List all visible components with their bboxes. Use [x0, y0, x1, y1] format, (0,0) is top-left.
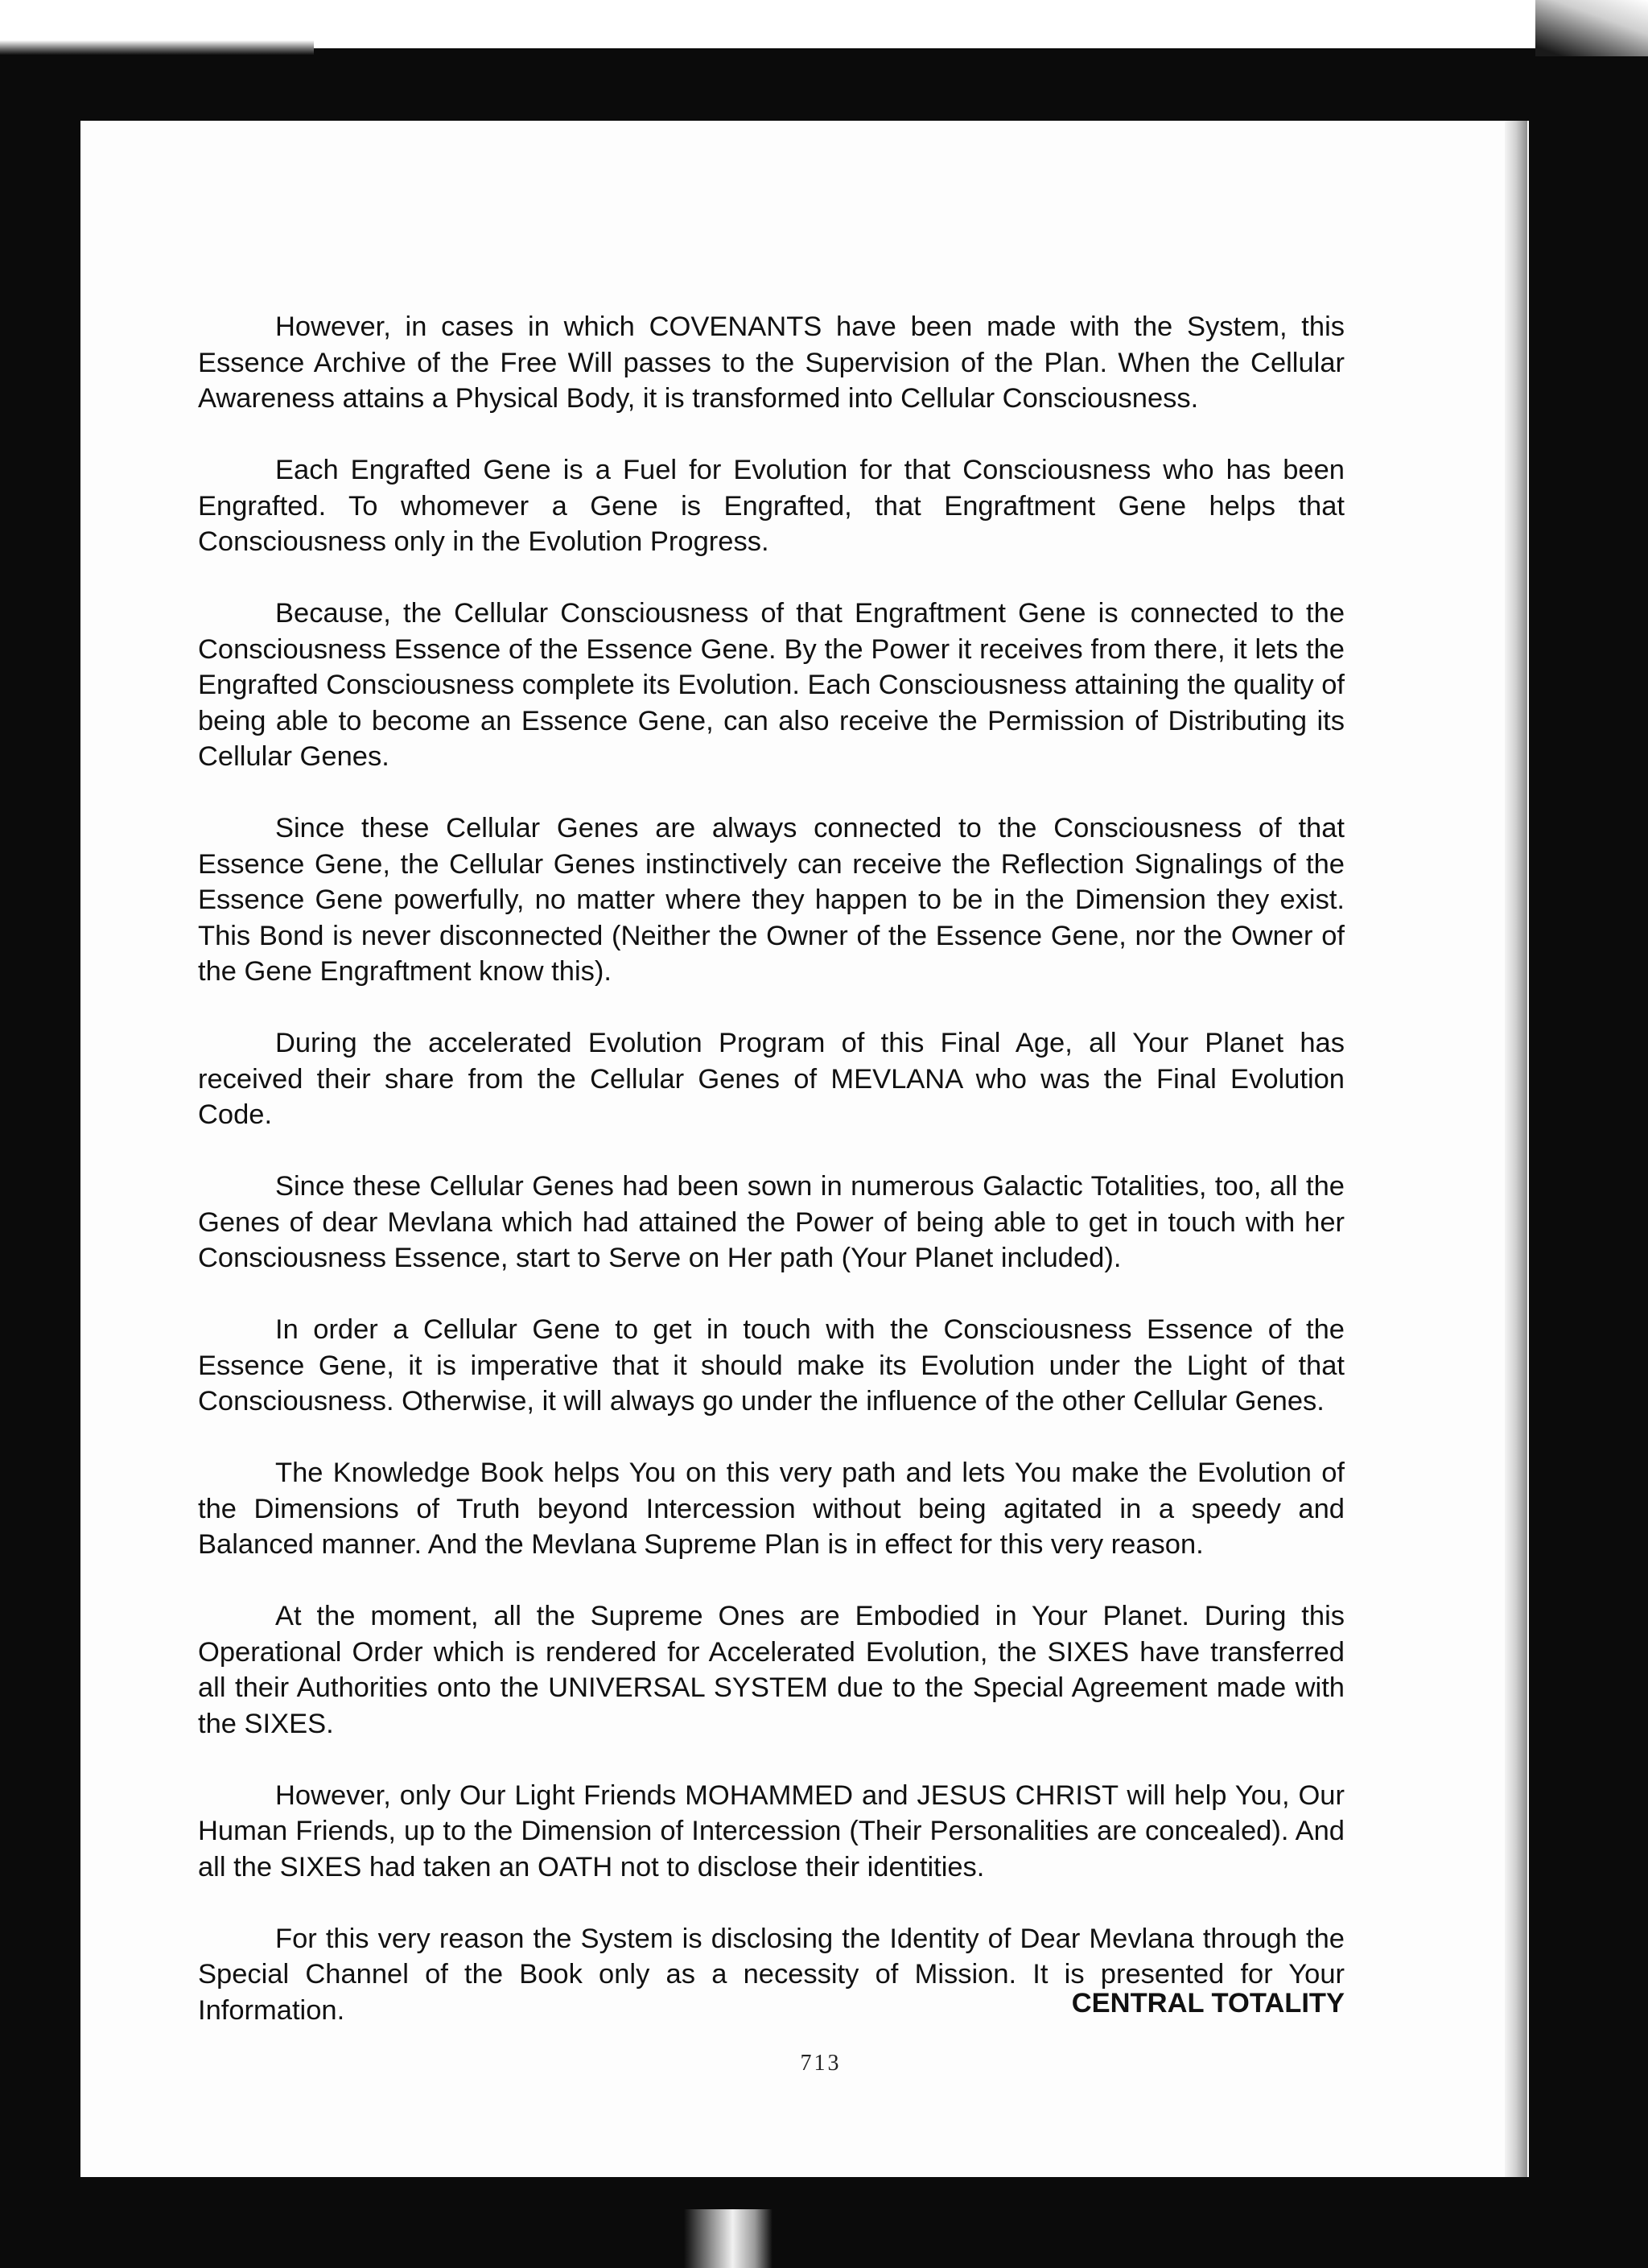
scan-glare	[684, 2209, 772, 2268]
document-page	[80, 121, 1529, 2177]
scan-artifact-left	[0, 40, 314, 55]
scan-top-margin	[0, 0, 1648, 48]
signature: CENTRAL TOTALITY	[1071, 1988, 1345, 2019]
page-edge-shadow	[1505, 121, 1527, 2177]
paragraph: Since these Cellular Genes had been sown in numerous Galactic Totalities, too, all the Genes of dear Mevlana which had attained the Power of being able to get in touch with her Consciousness Essence, start to Serve on Her path (Your Planet included).	[198, 1171, 1345, 1273]
paragraph: For this very reason the System is disclosing the Identity of Dear Mevlana through the Special Channel of the Book only as a necessity of Mission. It is presented for Your Information.	[198, 1923, 1345, 2026]
paragraph: The Knowledge Book helps You on this very path and lets You make the Evolution of the Dimensions of Truth beyond Intercession without being agitated in a speedy and Balanced manner. And the Mevlana Supreme Plan is in effect for this very reason.	[198, 1458, 1345, 1560]
paragraph: However, only Our Light Friends MOHAMMED and JESUS CHRIST will help You, Our Human Friends, up to the Dimension of Intercession (Their Personalities are concealed). And all the SIXES had taken an OATH not to disclose their identities.	[198, 1779, 1345, 1882]
page-number: 713	[800, 2051, 842, 2076]
paragraph: Because, the Cellular Consciousness of that Engraftment Gene is connected to the Consciousness Essence of the Essence Gene. By the Power it receives from there, it lets the Engrafted Consciousness complete its Evolution. Each Consciousness attaining the quality of being able to become an Essence Gene, can also receive the Permission of Distributing its Cellular Genes.	[198, 598, 1345, 772]
paragraph: In order a Cellular Gene to get in touch with the Consciousness Essence of the Essence Gene, it is imperative that it should make its Evolution under the Light of that Consciousness. Otherwise, it will always go under the influence of the other Cellular Genes.	[198, 1314, 1345, 1416]
scan-artifact-right	[1535, 0, 1648, 56]
paragraph: Each Engrafted Gene is a Fuel for Evolution for that Consciousness who has been Engrafted. To whomever a Gene is Engrafted, that Engraftment Gene helps that Consciousness only in the Evolution Progress.	[198, 455, 1345, 557]
paragraph: Since these Cellular Genes are always connected to the Consciousness of that Essence Gene, the Cellular Genes instinctively can receive the Reflection Signalings of the Essence Gene powerfully, no matter where they happen to be in the Dimension they exist. This Bond is never disconnected (Neither the Owner of the Essence Gene, nor the Owner of the Gene Engraftment know this).	[198, 813, 1345, 987]
body-text	[198, 309, 1345, 2028]
paragraph: During the accelerated Evolution Program of this Final Age, all Your Planet has received their share from the Cellular Genes of MEVLANA who was the Final Evolution Code.	[198, 1028, 1345, 1130]
paragraph: At the moment, all the Supreme Ones are Embodied in Your Planet. During this Operational Order which is rendered for Accelerated Evolution, the SIXES have transferred all their Authorities onto the UNIVERSAL SYSTEM due to the Special Agreement made with the SIXES.	[198, 1601, 1345, 1739]
paragraph: However, in cases in which COVENANTS have been made with the System, this Essence Archive of the Free Will passes to the Supervision of the Plan. When the Cellular Awareness attains a Physical Body, it is transformed into Cellular Consciousness.	[198, 311, 1345, 414]
